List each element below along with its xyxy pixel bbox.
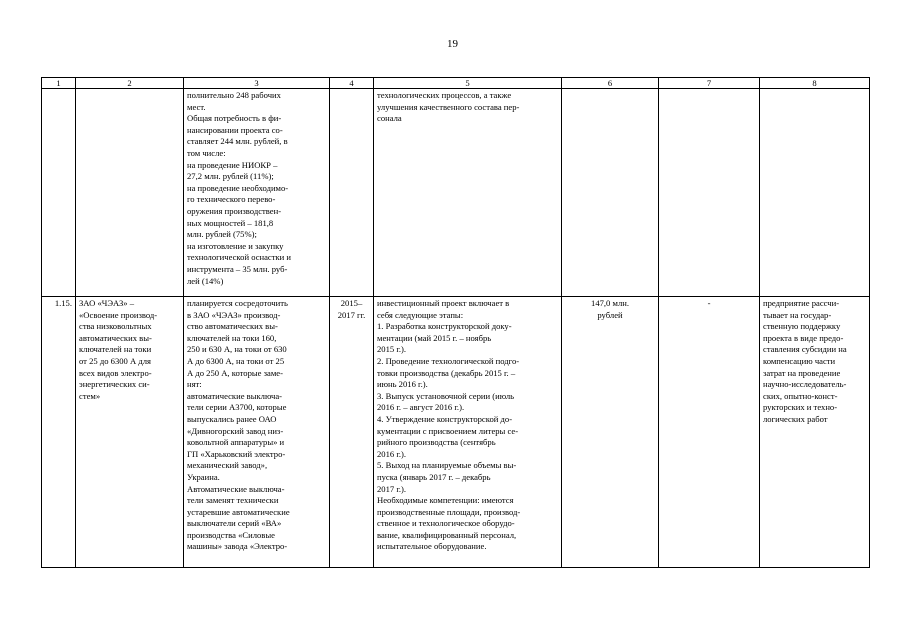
column-header: 4 <box>330 78 374 89</box>
column-header: 2 <box>76 78 184 89</box>
column-header: 3 <box>184 78 330 89</box>
project-name-cell: ЗАО «ЧЭАЗ» – «Освоение производ- ства низковольтных автоматических вы- ключателей на токи от 25 до 6300 А для всех видов электро- энергетических си- стем» <box>76 297 184 568</box>
data-table <box>41 77 870 568</box>
period-cell <box>330 89 374 297</box>
table-row <box>42 297 870 568</box>
header-row <box>42 78 870 89</box>
period-cell: 2015– 2017 гг. <box>330 297 374 568</box>
column-header: 7 <box>659 78 760 89</box>
support-cell <box>760 89 870 297</box>
column-7-cell <box>659 89 760 297</box>
row-number-cell <box>42 89 76 297</box>
stages-cell: инвестиционный проект включает в себя следующие этапы: 1. Разработка конструкторской доку- ментации (май 2015 г. – ноябрь 2015 г.). 2. Проведение технологической подго- товки производства (декабрь 2015 г. – июнь 2016 г.). 3. Выпуск установочной серии (июль 2016 г. – август 2016 г.). 4. Утверждение конструкторской до- кументации с присвоением литеры се- рийного производства (сентябрь 2016 г.). 5. Выход на планируемые объемы вы- пуска (январь 2017 г. – декабрь 2017 г.). Необходимые компетенции: имеются производственные площади, производ- ственное и технологическое оборудо- вание, квалифицированный персонал, испытательное оборудование. <box>374 297 562 568</box>
column-header: 1 <box>42 78 76 89</box>
project-description-cell: полнительно 248 рабочих мест. Общая потребность в фи- нансировании проекта со- ставляет 244 млн. рублей, в том числе: на проведение НИОКР – 27,2 млн. рублей (11%); на проведение необходимо- го технического перево- оружения производствен- ных мощностей – 181,8 млн. рублей (75%); на изготовление и закупку технологической оснастки и инструмента – 35 млн. руб- лей (14%) <box>184 89 330 297</box>
amount-cell <box>562 89 659 297</box>
table-row <box>42 89 870 297</box>
row-number-cell: 1.15. <box>42 297 76 568</box>
column-7-cell: - <box>659 297 760 568</box>
amount-cell: 147,0 млн. рублей <box>562 297 659 568</box>
support-cell: предприятие рассчи- тывает на государ- ственную поддержку проекта в виде предо- ставления субсидии на компенсацию части затрат на проведение научно-исследователь- ских, опытно-конст- рукторских и техно- логических работ <box>760 297 870 568</box>
project-description-cell: планируется сосредоточить в ЗАО «ЧЭАЗ» производ- ство автоматических вы- ключателей на токи 160, 250 и 630 А, на токи от 630 А до 6300 А, на токи от 25 А до 250 А, которые заме- нят: автоматические выключа- тели серии А3700, которые выпускались ранее ОАО «Дивногорский завод низ- ковольтной аппаратуры» и ГП «Харьковский электро- механический завод», Украина. Автоматические выключа- тели заменят технически устаревшие автоматические выключатели серий «ВА» производства «Силовые машины» завода «Электро- <box>184 297 330 568</box>
stages-cell: технологических процессов, а также улучшения качественного состава пер- сонала <box>374 89 562 297</box>
column-header: 6 <box>562 78 659 89</box>
project-name-cell <box>76 89 184 297</box>
column-header: 8 <box>760 78 870 89</box>
page-number: 19 <box>447 38 458 50</box>
column-header: 5 <box>374 78 562 89</box>
